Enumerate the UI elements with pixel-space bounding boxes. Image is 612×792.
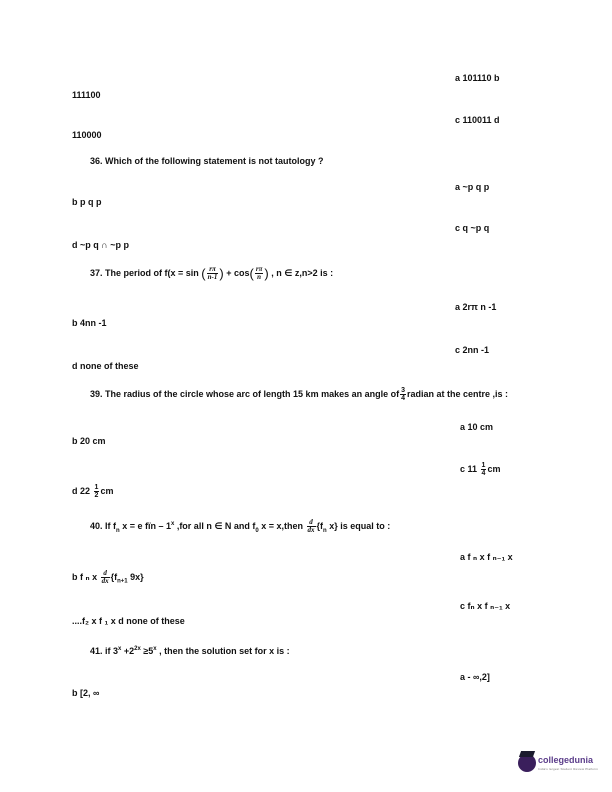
option-b: b p q p [72,197,102,207]
option-b: b 20 cm [72,436,106,446]
question-36: 36. Which of the following statement is not tautology ? [90,156,324,166]
question-40: 40. If $f_n$ x = e fïn – 1$^x$ ,for all n ∈ N and $f_0$ x = x,then $\frac{d}{dx}$ {$f_n$ x} is equal to : [90,518,391,535]
fraction: $\frac{r\pi}{n-1}$ [207,265,218,281]
fraction: $\frac{1}{4}$ [481,462,486,477]
question-37: 37. The period of f(x = sin ( $\frac{r\pi}{n-1}$ ) + cos( $\frac{r\pi}{n}$ ) , n ∈ z,n>2 is : [90,265,334,281]
answer-line: 111100 [72,90,101,100]
logo-tagline: India's largest Student Review Platform [538,767,599,771]
derivative: $\frac{d}{dx}$ [307,518,315,535]
fraction: $\frac{3}{4}$ [401,387,406,402]
option-a: a 10 cm [460,422,494,432]
question-37-text: 37. The period of f(x = sin [90,267,199,278]
option-c: c fₙ x f ₙ₋₁ x [460,601,511,611]
option-c: c 2nn -1 [455,345,490,355]
option-a: a - ∞,2] [460,672,490,682]
option-a: a 2rπ n -1 [455,302,497,312]
answer-line: c 110011 d [455,115,500,125]
question-41: 41. if $3^x +2^{2x} \ge 5^x$ , then the solution set for x is : [90,646,290,656]
option-d: d none of these [72,361,139,371]
option-d: ....f₂ x f ₁ x d none of these [72,616,185,626]
derivative: $\frac{d}{dx}$ [101,569,109,585]
answer-line: 110000 [72,130,102,140]
option-d: d 22 $\frac{1}{2}$ cm [72,484,114,499]
option-a: a f ₙ x f ₙ₋₁ x [460,552,513,562]
fraction: $\frac{r\pi}{n}$ [255,265,263,281]
option-b: b [2, ∞ [72,688,100,698]
answer-line: a 101110 b [455,73,500,83]
fraction: $\frac{1}{2}$ [94,484,99,499]
option-b: b 4nn -1 [72,318,107,328]
logo-name: collegedunia [538,755,594,765]
option-c: c 11 $\frac{1}{4}$ cm [460,462,501,477]
option-c: c q ~p q [455,223,490,233]
question-39: 39. The radius of the circle whose arc of length 15 km makes an angle of $\frac{3}{4}$ radian at the centre ,is : [90,387,509,402]
collegedunia-logo [518,752,608,776]
option-b: b f ₙ x $\frac{d}{dx}$ {$f_{n+1}$ 9x} [72,569,144,585]
option-a: a ~p q p [455,182,490,192]
option-d: d ~p q ∩ ~p p [72,240,130,250]
graduation-cap-icon [518,754,536,772]
